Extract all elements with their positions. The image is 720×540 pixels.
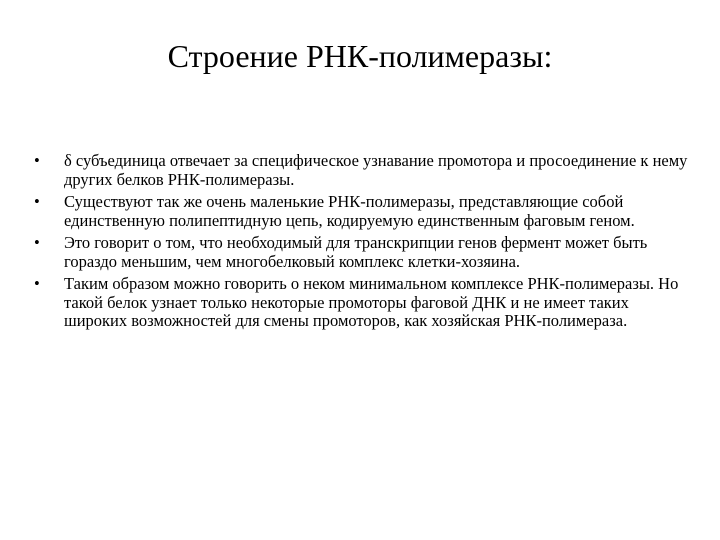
bullet-icon: • — [34, 233, 40, 252]
bullet-item-3 — [34, 234, 694, 271]
slide-title: Строение РНК-полимеразы: — [167, 38, 553, 74]
bullet-item-4 — [34, 275, 694, 331]
bullet-item-1 — [34, 152, 694, 189]
bullet-text: Таким образом можно говорить о неком минимальном комплексе РНК-полимеразы. Но такой белок узнает только некоторые промоторы фаговой ДНК и не имеет таких широких возможностей для смены промоторов, как хозяйская РНК-полимераза. — [64, 274, 679, 330]
bullet-item-2 — [34, 193, 694, 230]
bullet-text: Существуют так же очень маленькие РНК-полимеразы, представляющие собой единственную полипептидную цепь, кодируемую единственным фаговым геном. — [64, 192, 635, 230]
bullet-icon: • — [34, 274, 40, 293]
bullet-text: δ субъединица отвечает за специфическое узнавание промотора и просоединение к нему других белков РНК-полимеразы. — [64, 151, 688, 189]
bullet-icon: • — [34, 151, 40, 170]
bullet-list — [34, 152, 694, 335]
bullet-text: Это говорит о том, что необходимый для транскрипции генов фермент может быть гораздо меньшим, чем многобелковый комплекс клетки-хозяина. — [64, 233, 648, 271]
bullet-icon: • — [34, 192, 40, 211]
